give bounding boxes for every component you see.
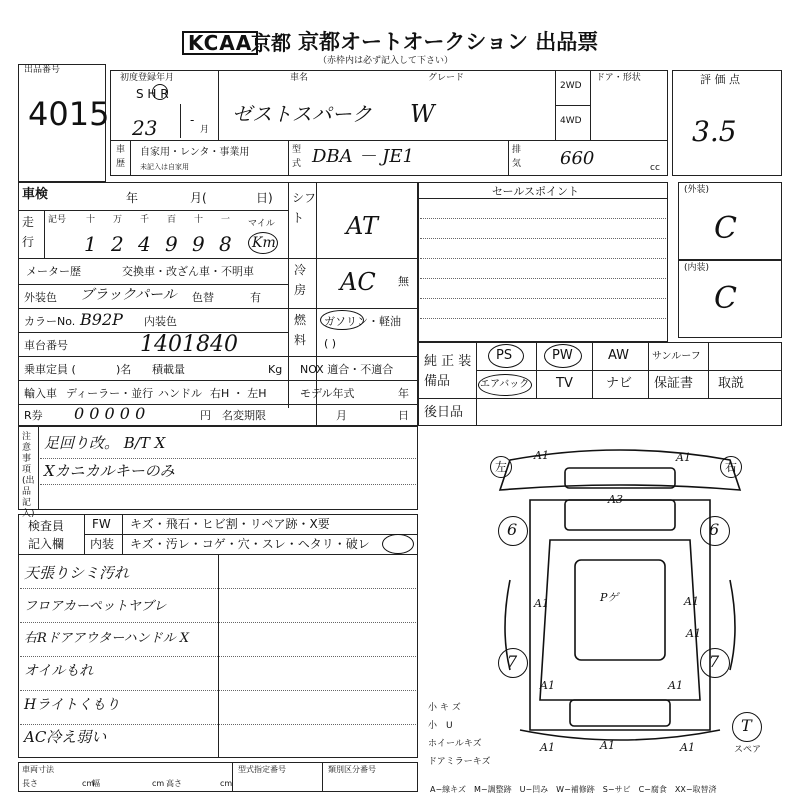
mileage-memo: 記号 [48,215,67,225]
model-year-label: モデル年式 [300,387,355,400]
chassis-label: 車台番号 [24,339,68,352]
equip-tv: TV [556,376,573,391]
displacement: 660 [560,148,595,169]
inspector-line-1: 天張りシミ汚れ [24,564,130,582]
tear-circle [382,534,414,554]
mark-2: A3 [608,493,623,506]
cm-2: cm [152,779,165,788]
mark-7: A1 [540,741,555,754]
equip-sunroof: サンルーフ [652,351,701,362]
unit-3: 百 [167,215,177,225]
fuel-paren: ( ) [324,337,337,350]
reg-year: 23 [132,116,158,140]
digit-1: 2 [111,232,124,256]
small-legend-2: ホイールキズ [428,739,482,749]
right-side-label: 右 [725,460,738,474]
mileage-label-1: 走 [22,215,35,229]
inspector-label-1: 検査員 [28,519,65,533]
tire-rl: 7 [507,652,518,671]
mark-0: A1 [534,449,549,462]
shift-value: AT [346,212,379,240]
deadline-month: 月 [336,409,347,422]
mark-3: A1 [684,595,699,608]
note-line-1: 足回り改。 B/T X [44,434,166,452]
unit-1: 万 [113,215,123,225]
history-label-1: 車 [116,145,126,155]
size-label: 車両寸法 [22,765,54,774]
interior-text: キズ・汚レ・コゲ・穴・スレ・ヘタリ・破レ [130,537,370,551]
interior-color-label: 内装色 [144,315,177,328]
int-eval-label: (内装) [684,263,710,273]
small-legend-0: 小 キ ズ [428,703,461,713]
history-options: 自家用・レンタ・事業用 [140,147,250,158]
ps-circle [488,344,524,368]
kcaa-logo: KCAA [182,31,258,55]
equip-airbag: エアバック [480,379,530,390]
lot-label: 出品番号 [24,65,61,75]
aircon-value: AC [340,268,376,296]
class-no-label: 類別区分番号 [328,765,376,774]
airbag-circle [478,374,532,396]
car-name: ゼストスパーク [232,102,372,126]
height-label: 高さ [166,779,182,788]
ext-color-value: ブラックパール [80,287,177,303]
logo-sub: 京都 [251,31,291,55]
drive-4wd: 4WD [560,116,582,126]
ext-eval-value: C [714,211,737,246]
inspector-line-4: オイルもれ [24,663,94,679]
deadline-label: 名変期限 [222,409,266,422]
car-name-label: 車名 [290,73,309,83]
inspection-year: 年 [126,191,139,205]
reg-label: 初度登録年月 [120,73,175,83]
mark-5: A1 [540,679,555,692]
tire-rr: 7 [709,652,720,671]
capacity-label: 乗車定員 ( [24,363,76,376]
fuel-options: ガソリン・軽油 [324,315,401,328]
color-change-val: 有 [250,291,261,304]
lot-number: 4015 [28,95,110,133]
equip-ps: PS [496,348,513,363]
aircon-label-2: 房 [294,283,307,297]
model-label-2: 式 [292,159,302,169]
mark-9: A1 [680,741,695,754]
type-no-label: 型式指定番号 [238,765,286,774]
roof-mark: A1 [534,597,549,610]
reg-month-unit: 月 [200,125,210,135]
mark-1: A1 [676,451,691,464]
car-grade: W [410,100,435,128]
inspection-day: 日) [256,191,273,205]
length-label: 長さ [22,779,38,788]
equip-navi: ナビ [606,376,633,391]
unit-0: 十 [86,215,96,225]
era-h-circle [152,84,168,100]
inspector-line-5: Hライトくもり [24,697,120,713]
inspector-line-3: 右Rドアアウターハンドル X [24,631,190,646]
notes-label: 注意事項(出品記入) [22,432,35,519]
meter-options: 交換車・改ざん車・不明車 [122,265,254,278]
width-label: 幅 [92,779,100,788]
mark-4: A1 [686,627,701,640]
required-note: （赤枠内は必ず記入して下さい） [318,56,454,66]
door-label: ドア・形状 [596,73,641,83]
ext-eval-label: (外装) [684,185,710,195]
reg-dash: - [190,113,195,127]
after-items-label: 後日品 [424,405,464,420]
interior-label: 内装 [90,537,115,551]
spare-value: T [741,716,752,735]
mark-8: A1 [600,739,615,752]
note-line-2: Xカニカルキーのみ [44,462,175,480]
inspector-line-2: フロアカーペットヤブレ [24,599,167,614]
tire-fr: 6 [709,520,720,539]
color-no-value: B92P [80,310,123,329]
mile-label: マイル [248,219,275,229]
tire-fl: 6 [507,520,518,539]
inspection-label: 車検 [22,187,49,202]
spare-label: スペア [734,745,762,755]
equip-manual: 取説 [718,376,745,391]
score-value: 3.5 [692,115,737,148]
aircon-none: 無 [398,275,409,288]
damage-legend: A−線キズ M−調整跡 U−凹み W−補修跡 S−サビ C−腐食 XX−取替済 [430,785,717,794]
fuel-label-1: 燃 [294,313,307,327]
deadline-day: 日 [398,409,409,422]
digit-2: 4 [138,232,151,256]
chassis-value: 1401840 [140,332,238,357]
yen-unit: 円 [200,409,211,422]
gasoline-circle [320,310,364,330]
small-legend-1: 小 U [428,721,453,731]
cm-3: cm [220,779,233,788]
digit-0: 1 [84,232,97,256]
floor-mark: Pゲ [600,591,619,604]
load-label: 積載量 [152,363,185,376]
unit-4: 十 [194,215,204,225]
unit-5: 一 [221,215,231,225]
shift-label-1: シフ [292,191,317,205]
handle-label: ハンドル [158,387,202,400]
kg-unit: Kg [268,363,283,376]
ext-color-label: 外装色 [24,291,57,304]
mark-6: A1 [668,679,683,692]
left-side-label: 左 [495,460,508,474]
color-change: 色替 [192,291,214,304]
mileage-label-2: 行 [22,235,35,249]
aircon-label-1: 冷 [294,263,307,277]
inspection-month: 月( [190,191,207,205]
fw-label: FW [92,517,111,531]
model-label-1: 型 [292,145,302,155]
equip-pw: PW [552,348,573,363]
import-label: 輸入車 [24,387,57,400]
drive-2wd: 2WD [560,81,582,91]
fuel-label-2: 料 [294,333,307,347]
pw-circle [544,344,582,368]
color-no-label: カラーNo. [24,315,76,328]
shift-label-2: ト [292,211,305,225]
digit-3: 9 [165,232,178,256]
equip-aw: AW [608,348,630,363]
inspector-label-2: 記入欄 [28,537,65,551]
handle-options: 右H ・ 左H [210,387,267,400]
history-label-2: 歴 [116,159,126,169]
fw-text: キズ・飛石・ヒビ割・リペア跡・X要 [130,517,330,531]
sales-points-label: セールスポイント [492,185,580,198]
cc-unit: cc [650,163,660,173]
car-diagram [470,430,770,760]
disp-label-2: 気 [512,159,522,169]
grade-label: グレード [428,73,465,83]
disp-label-1: 排 [512,145,522,155]
equip-warranty: 保証書 [654,376,694,391]
score-label: 評 価 点 [700,73,740,86]
model-year-unit: 年 [398,387,409,400]
meter-label: メーター歴 [26,265,81,278]
recycle-label: R券 [24,409,43,422]
km-unit: Km [252,235,276,251]
page-title: 京都オートオークション 出品票 [298,30,599,54]
unit-2: 千 [140,215,150,225]
capacity-unit: )名 [116,363,132,376]
model-code: DBA － JE1 [312,146,414,167]
recycle-value: 0 0 0 0 0 [74,404,146,423]
digit-5: 8 [219,232,232,256]
cm-1: cm [82,779,95,788]
history-sub: 未記入は自家用 [140,163,189,171]
km-circle [248,232,278,254]
digit-4: 9 [192,232,205,256]
equipment-label: 純 正 装備品 [424,354,472,389]
inspector-line-6: AC冷え弱い [24,728,107,746]
nox-value: NOX 適合・不適合 [300,363,394,376]
reg-era: S H R [136,87,169,101]
int-eval-value: C [714,281,737,316]
small-legend-3: ドアミラーキズ [428,757,491,767]
dealer-label: ディーラー・並行 [66,387,154,400]
